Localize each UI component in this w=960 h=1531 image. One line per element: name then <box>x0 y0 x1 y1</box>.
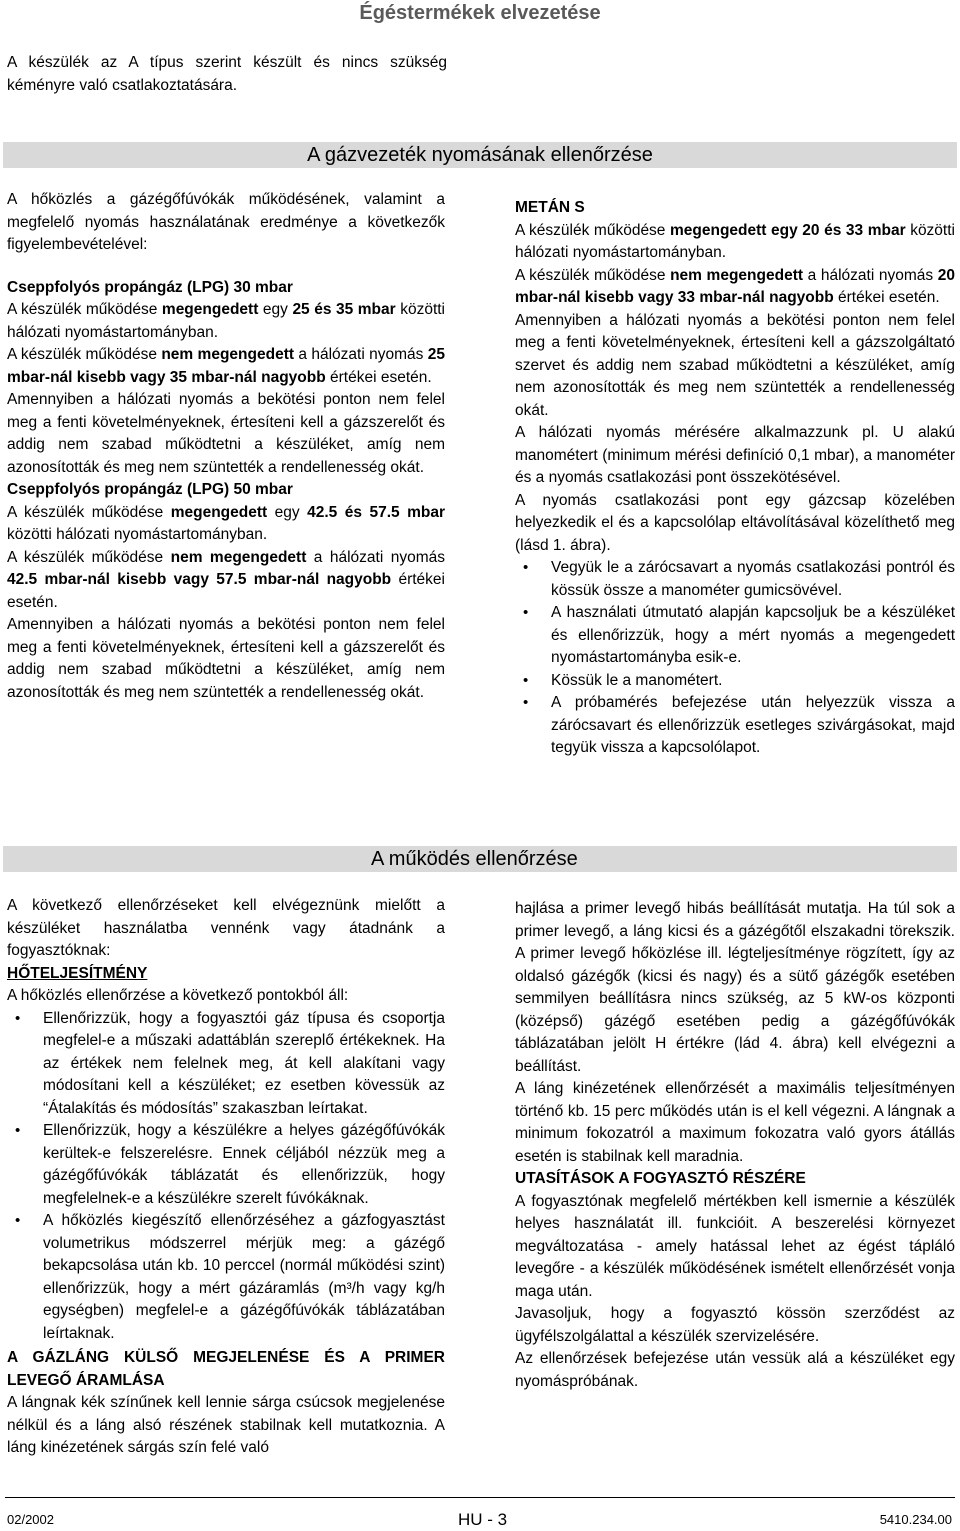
list-item: • Ellenőrizzük, hogy a készülékre a helyes gázégőfúvókák kerültek-e felszerelésre. Ennek céljából nézzük meg a gázégőfúvókák táblázatát és ellenőrizzük, hogy megfelelnek-e a készülékre szerelt fúvókáknak. <box>7 1120 445 1210</box>
consumer-heading: UTASÍTÁSOK A FOGYASZTÓ RÉSZÉRE <box>515 1170 806 1187</box>
pressure-steps-list <box>515 557 955 760</box>
lpg30-heading: Cseppfolyós propángáz (LPG) 30 mbar <box>7 278 293 296</box>
consumer-text: A fogyasztónak megfelelő mértékben kell ismernie a készülék helyes használatát ill. funkcióit. A beszerelési környezet megváltozatása - amely hatással lehet az égést tápláló levegőre - a készülék működésének ismételt ellenőrzését vonja maga után. <box>515 1192 955 1300</box>
footer-page-number: HU - 3 <box>458 1510 508 1529</box>
section-title-pressure: A gázvezeték nyomásának ellenőrzése <box>307 144 653 166</box>
measure-text: A hálózati nyomás mérésére alkalmazzunk pl. U alakú manométert (minimum mérési definíció 0,1 mbar), a manométer és a nyomás csatlakozási pont összekötésével. <box>515 424 955 486</box>
flame-check-text: A láng kinézetének ellenőrzését a maximális teljesítményen történő kb. 15 perc működés után is el kell végezni. A lángnak a minimum fokozatról a maximum fokozatra való gyors átállás esetén is stabilnak kell maradnia. <box>515 1080 955 1165</box>
section-title-operation: A működés ellenőrzése <box>371 848 578 870</box>
footer-document-code: 5410.234.00 <box>879 1512 952 1527</box>
operation-intro: A következő ellenőrzéseket kell elvégeznünk mielőtt a készüléket használatba vennénk vagy átadnánk a fogyasztóknak: <box>7 897 445 959</box>
lpg50-not-allowed: A készülék működése nem megengedett a hálózati nyomás 42.5 mbar-nál kisebb vagy 57.5 mbar-nál nagyobb értékei esetén. <box>7 548 445 611</box>
heat-heading: HŐTELJESÍTMÉNY <box>7 964 148 982</box>
operation-left-column <box>7 895 445 1460</box>
intro-paragraph <box>7 52 447 97</box>
section-header-pressure <box>3 142 957 168</box>
lpg50-heading: Cseppfolyós propángáz (LPG) 50 mbar <box>7 481 293 498</box>
methane-allowed: A készülék működése megengedett egy 20 és 33 mbar közötti hálózati nyomástartományban. <box>515 221 955 261</box>
lpg50-allowed: A készülék működése megengedett egy 42.5 és 57.5 mbar közötti hálózati nyomástartományban. <box>7 503 445 543</box>
intro-text: A készülék az A típus szerint készült és nincs szükség kéményre való csatlakoztatására. <box>7 54 447 94</box>
heat-intro: A hőközlés ellenőrzése a következő pontokból áll: <box>7 987 349 1004</box>
pressure-left-column <box>7 189 445 704</box>
list-item: • A használati útmutató alapján kapcsoljuk be a készüléket és ellenőrizzük, hogy a mért nyomás a megengedett nyomástartományba esik-e. <box>515 602 955 670</box>
list-item: • Kössük le a manométert. <box>515 670 955 693</box>
list-item: • Vegyük le a zárócsavart a nyomás csatlakozási pontról és kössük össze a manométer gumicsövével. <box>515 557 955 602</box>
flame-heading: A GÁZLÁNG KÜLSŐ MEGJELENÉSE ÉS A PRIMER LEVEGŐ ÁRAMLÁSA <box>7 1349 445 1389</box>
footer-date: 02/2002 <box>7 1512 54 1527</box>
lpg30-allowed: A készülék működése megengedett egy 25 és 35 mbar közötti hálózati nyomástartományban. <box>7 301 446 341</box>
final-check-text: Az ellenőrzések befejezése után vessük alá a készüléket egy nyomáspróbának. <box>515 1350 955 1390</box>
lpg50-notify: Amennyiben a hálózati nyomás a bekötési ponton nem felel meg a fenti követelményeknek, értesíteni kell a gázszerelőt és addig nem szabad működtetni a készüléket, amíg nem azonosították és meg nem szüntették a rendellenesség okát. <box>7 616 445 701</box>
page-title-text: Égéstermékek elvezetése <box>359 2 601 24</box>
lpg30-notify: Amennyiben a hálózati nyomás a bekötési ponton nem felel meg a fenti követelményeknek, értesíteni kell a gázszerelőt és addig nem szabad működtetni a készüléket, amíg nem azonosították és meg nem szüntették a rendellenesség okát. <box>7 391 445 476</box>
methane-notify: Amennyiben a hálózati nyomás a bekötési ponton nem felel meg a fenti követelményeknek, értesíteni kell a gázszolgáltató szervet és addig nem szabad működtetni a készüléket, amíg nem azonosították és meg nem szüntették a rendellenesség okát. <box>515 311 955 419</box>
operation-right-column <box>515 898 955 1393</box>
list-item: • Ellenőrizzük, hogy a fogyasztói gáz típusa és csoportja megfelel-e a műszaki adattáblán szereplő értékeknek. Ha az értékek nem felelnek meg, át kell alakítani vagy módosítani kell a készüléket; ez esetben kövessük az “Átalakítás és módosítás” szakaszban leírtakat. <box>7 1008 445 1121</box>
footer-divider <box>5 1497 955 1498</box>
page-title <box>0 2 960 25</box>
list-item: • A próbamérés befejezése után helyezzük vissza a zárócsavart és ellenőrizzük esetleges szivárgásokat, majd tegyük vissza a kapcsolólapot. <box>515 692 955 760</box>
flame-text: A lángnak kék színűnek kell lennie sárga csúcsok megjelenése nélkül és a láng alsó részének stabilnak kell mutatkoznia. A láng kinézetének sárgás szín felé való <box>7 1394 445 1456</box>
lpg30-not-allowed: A készülék működése nem megengedett a hálózati nyomás 25 mbar-nál kisebb vagy 35 mbar-nál nagyobb értékei esetén. <box>7 346 445 386</box>
pressure-intro: A hőközlés a gázégőfúvókák működésének, valamint a megfelelő nyomás használatának eredménye a következők figyelembevételével: <box>7 191 445 253</box>
list-item: • A hőközlés kiegészítő ellenőrzéséhez a gázfogyasztást volumetrikus módszerrel mérjük meg: a gázégő bekapcsolása után kb. 10 perccel (normál működési szint) ellenőrizzük, hogy a mért gázáramlás (m³/h vagy kg/h egységben) megfelel-e a gázégőfúvókák táblázatában leírtaknak. <box>7 1210 445 1345</box>
methane-not-allowed: A készülék működése nem megengedett a hálózati nyomás 20 mbar-nál kisebb vagy 33 mbar-nál nagyobb értékei esetén. <box>515 266 955 306</box>
flame-continued: hajlása a primer levegő hibás beállítását mutatja. Ha túl sok a primer levegő, a láng kicsi és a gázégőtől elszakadni törekszik. A primer levegő hőközlése ill. légteljesítménye rögzített, így az oldalsó gázégők (kicsi és nagy) és a sütő gázégők esetében semmilyen beállításra nincs szükség, az 5 kW-os központi (középső) gázégő esetében pedig a gázégőfúvókák táblázatában jelölt H értékre (lád 4. ábra) kell elvégezni a beállítást. <box>515 900 955 1075</box>
methane-heading: METÁN S <box>515 199 585 216</box>
contract-text: Javasoljuk, hogy a fogyasztó kössön szerződést az ügyfélszolgálattal a készülék szervizelésére. <box>515 1305 955 1345</box>
heat-check-list <box>7 1008 445 1346</box>
connection-text: A nyomás csatlakozási pont egy gázcsap közelében helyezkedik el és a kapcsolólap eltávolításával közelíthető meg (lásd 1. ábra). <box>515 491 955 554</box>
pressure-right-column <box>515 197 955 760</box>
section-header-operation <box>3 846 957 872</box>
